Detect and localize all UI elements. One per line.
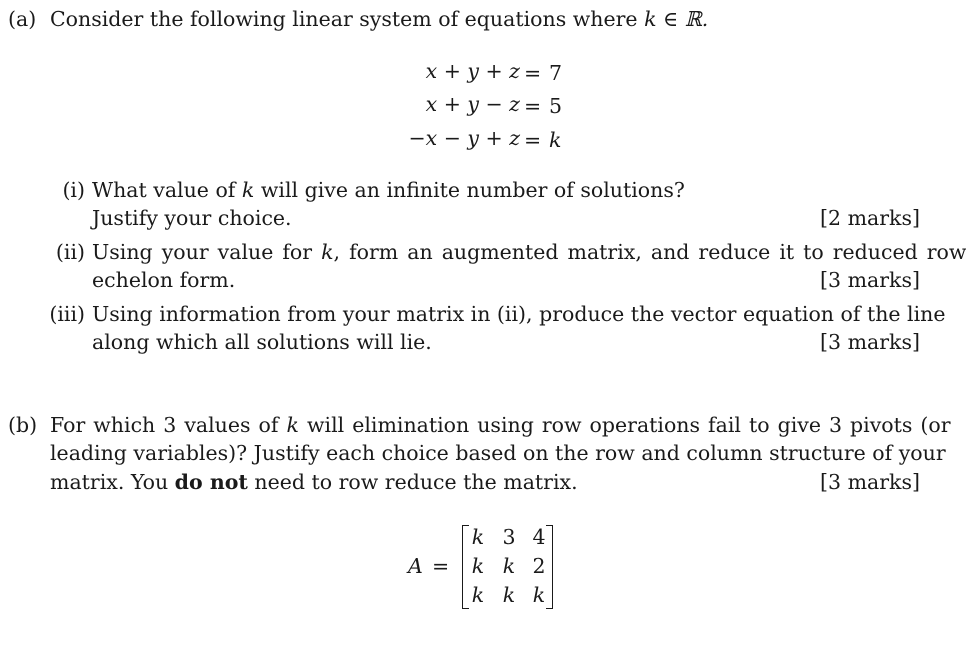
emphasis-text: do not (174, 470, 248, 494)
matrix-cell: 3 (502, 525, 516, 549)
matrix-cell: k (502, 583, 516, 607)
part-b-marks: [3 marks] (820, 470, 920, 494)
part-a-intro (50, 9, 708, 30)
part-a-label: (a) (8, 7, 37, 31)
equation-1 (360, 59, 520, 83)
matrix-cell: 4 (532, 525, 546, 549)
question-ii-line2: echelon form. (92, 268, 236, 292)
question-text: Using your value for (92, 240, 322, 264)
equals-sign: = (524, 61, 542, 85)
question-i-line2: Justify your choice. (92, 206, 292, 230)
part-b-label: (b) (8, 413, 38, 437)
question-ii-line1 (92, 242, 966, 263)
equation-lhs: x + y − z (425, 92, 520, 116)
question-iii-marks: [3 marks] (820, 330, 920, 354)
equation-rhs: k (549, 128, 562, 152)
equation-lhs: −x − y + z (408, 126, 520, 150)
part-a-intro-math: k ∈ ℝ. (644, 7, 709, 31)
matrix-cell: 2 (532, 554, 546, 578)
question-ii-marks: [3 marks] (820, 268, 920, 292)
question-text: will give an infinite number of solutions? (254, 178, 685, 202)
matrix-equals: = (432, 554, 450, 578)
question-text: need to row reduce the matrix. (247, 470, 578, 494)
question-ii-label: (ii) (55, 240, 85, 264)
question-i-label: (i) (62, 178, 85, 202)
part-a-intro-text: Consider the following linear system of equations where (50, 7, 645, 31)
equation-rhs: 5 (549, 94, 563, 118)
variable-k: k (286, 413, 299, 437)
equation-3 (360, 126, 520, 150)
part-b-line1 (50, 415, 951, 436)
equation-lhs: x + y + z (425, 59, 520, 83)
matrix-cell: k (502, 554, 516, 578)
question-iii-label: (iii) (49, 302, 85, 326)
matrix-cell: k (532, 583, 546, 607)
question-iii-line1: Using information from your matrix in (ii), produce the vector equation of the line (92, 302, 946, 326)
question-text: matrix. You (50, 470, 175, 494)
question-text: For which 3 values of (50, 413, 287, 437)
equation-2 (360, 92, 520, 116)
part-b-line3 (50, 472, 578, 493)
equals-sign: = (524, 94, 542, 118)
matrix-name: A (408, 554, 423, 578)
variable-k: k (241, 178, 255, 202)
question-i-line1 (92, 180, 685, 201)
matrix-cell: k (471, 554, 485, 578)
equals-sign: = (524, 128, 542, 152)
part-b-line2: leading variables)? Justify each choice based on the row and column structure of your (50, 441, 946, 465)
question-i-marks: [2 marks] (820, 206, 920, 230)
matrix-cell: k (471, 525, 485, 549)
matrix-cell: k (471, 583, 485, 607)
equation-rhs: 7 (549, 61, 563, 85)
question-text: will elimination using row operations fail to give 3 pivots (or (298, 413, 951, 437)
question-text: What value of (92, 178, 242, 202)
question-iii-line2: along which all solutions will lie. (92, 330, 432, 354)
question-text: , form an augmented matrix, and reduce it to reduced row (333, 240, 966, 264)
variable-k: k (321, 240, 334, 264)
